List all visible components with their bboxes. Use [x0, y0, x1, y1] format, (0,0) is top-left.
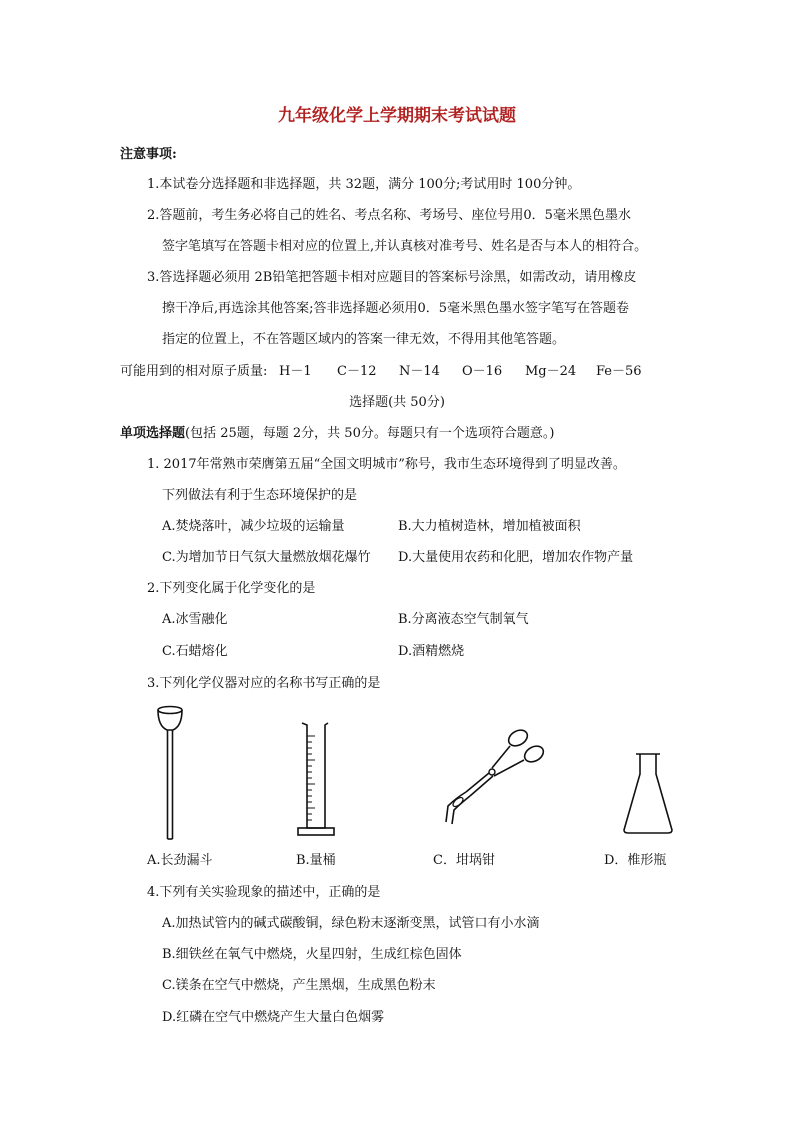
crucible-tongs-illustration — [436, 724, 554, 834]
q3-option-d: D．椎形瓶 — [604, 853, 667, 868]
q2-option-c: C.石蜡熔化 — [162, 644, 228, 659]
notice-item-3: 3.答选择题必须用 2B铅笔把答题卡相对应题目的答案标号涂黑，如需改动，请用橡皮 — [147, 270, 637, 285]
q1-stem: 1. 2017年常熟市荣膺第五届“全国文明城市”称号，我市生态环境得到了明显改善。 — [147, 457, 626, 472]
notice-item-2: 2.答题前，考生务必将自己的姓名、考点名称、考场号、座位号用0．5毫米黑色墨水 — [147, 208, 631, 223]
notice-item-1: 1.本试卷分选择题和非选择题，共 32题，满分 100分;考试用时 100分钟。 — [147, 177, 581, 192]
q4-option-b: B.细铁丝在氧气中燃烧，火星四射，生成红棕色固体 — [162, 947, 462, 962]
q2-option-b: B.分离液态空气制氧气 — [398, 612, 529, 627]
q4-stem: 4.下列有关实验现象的描述中，正确的是 — [147, 885, 381, 900]
q3-option-b: B.量桶 — [296, 853, 336, 868]
section-title: 选择题(共 50分) — [349, 395, 445, 410]
q3-option-c: C．坩埚钳 — [433, 853, 495, 868]
notice-item-3-cont-2: 指定的位置上，不在答题区域内的答案一律无效，不得用其他笔答题。 — [162, 332, 566, 347]
notice-item-2-cont: 签字笔填写在答题卡相对应的位置上,并认真核对准考号、姓名是否与本人的相符合。 — [162, 239, 648, 254]
atomic-mass-o: O－16 — [462, 364, 503, 379]
atomic-mass-mg: Mg－24 — [525, 364, 577, 379]
long-neck-funnel-illustration — [150, 702, 190, 842]
q2-option-a: A.冰雪融化 — [162, 612, 228, 627]
graduated-cylinder-illustration — [292, 720, 340, 840]
q1-option-a: A.焚烧落叶，减少垃圾的运输量 — [162, 519, 345, 534]
atomic-mass-c: C－12 — [337, 364, 377, 379]
q4-option-c: C.镁条在空气中燃烧，产生黑烟，生成黑色粉末 — [162, 978, 436, 993]
conical-flask-illustration — [620, 750, 676, 836]
q2-stem: 2.下列变化属于化学变化的是 — [147, 581, 316, 596]
atomic-mass-n: N－14 — [399, 364, 440, 379]
atomic-mass-fe: Fe－56 — [596, 364, 642, 379]
notice-heading: 注意事项: — [120, 147, 177, 162]
q3-stem: 3.下列化学仪器对应的名称书写正确的是 — [147, 676, 381, 691]
section-heading — [120, 425, 554, 443]
q1-option-d: D.大量使用农药和化肥，增加农作物产量 — [398, 550, 634, 565]
section-heading-rest: (包括 25题，每题 2分，共 50分。每题只有一个选项符合题意。) — [185, 426, 555, 441]
section-heading-bold: 单项选择题 — [120, 426, 186, 441]
q4-option-d: D.红磷在空气中燃烧产生大量白色烟雾 — [162, 1010, 385, 1025]
atomic-mass-label: 可能用到的相对原子质量: — [120, 364, 268, 379]
q1-stem-cont: 下列做法有利于生态环境保护的是 — [162, 488, 358, 503]
page-title: 九年级化学上学期期末考试试题 — [278, 106, 516, 126]
q3-option-a: A.长劲漏斗 — [147, 853, 213, 868]
notice-item-3-cont: 擦干净后,再选涂其他答案;答非选择题必须用0．5毫米黑色墨水签字笔写在答题卷 — [162, 301, 630, 316]
q4-option-a: A.加热试管内的碱式碳酸铜，绿色粉末逐渐变黑，试管口有小水滴 — [162, 916, 540, 931]
q2-option-d: D.酒精燃烧 — [398, 644, 465, 659]
atomic-mass-h: H－1 — [279, 364, 312, 379]
q1-option-c: C.为增加节日气氛大量燃放烟花爆竹 — [162, 550, 371, 565]
q1-option-b: B.大力植树造林，增加植被面积 — [398, 519, 581, 534]
